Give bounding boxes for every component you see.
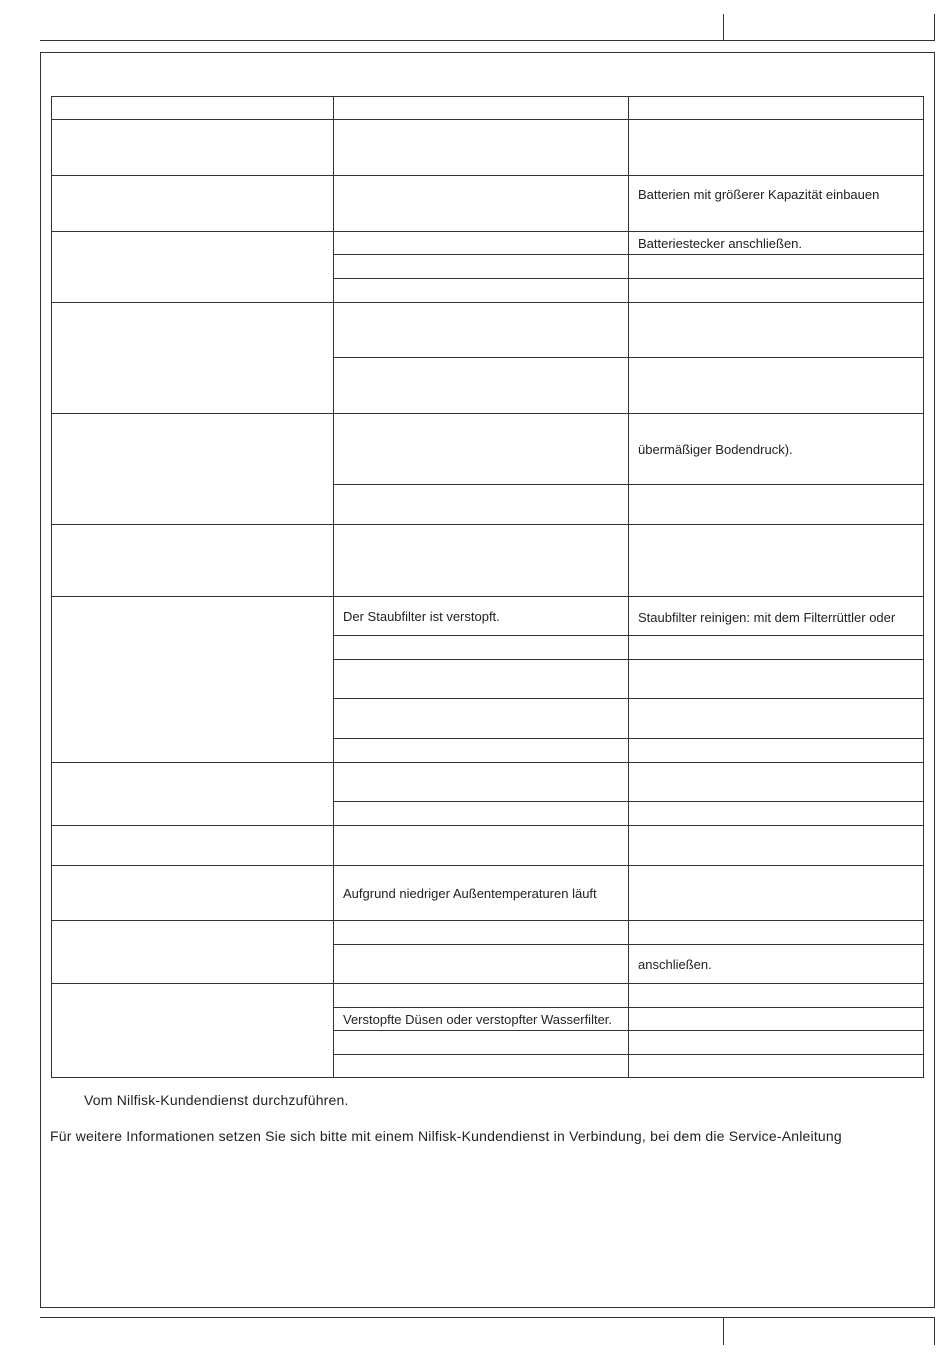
table-row <box>52 414 924 485</box>
cause-cell <box>334 120 629 176</box>
solution-cell: übermäßiger Bodendruck). <box>629 414 924 485</box>
cause-cell <box>334 826 629 866</box>
problem-cell <box>52 303 334 414</box>
solution-cell <box>629 358 924 414</box>
table-row <box>52 597 924 636</box>
problem-cell <box>52 984 334 1078</box>
service-note: Vom Nilfisk-Kundendienst durchzuführen. <box>84 1092 349 1108</box>
cause-cell <box>334 1031 629 1055</box>
table-row <box>52 921 924 945</box>
cause-cell <box>334 232 629 255</box>
problem-cell <box>52 597 334 763</box>
problem-cell <box>52 921 334 984</box>
solution-cell <box>629 866 924 921</box>
cause-cell <box>334 485 629 525</box>
header-cell-cause <box>334 97 629 120</box>
problem-cell <box>52 176 334 232</box>
solution-cell <box>629 485 924 525</box>
cause-cell <box>334 945 629 984</box>
solution-cell <box>629 739 924 763</box>
solution-cell: anschließen. <box>629 945 924 984</box>
problem-cell <box>52 826 334 866</box>
cause-cell <box>334 802 629 826</box>
solution-cell <box>629 660 924 699</box>
cause-cell <box>334 1055 629 1078</box>
cause-cell <box>334 984 629 1008</box>
solution-cell: Batterien mit größerer Kapazität einbauen <box>629 176 924 232</box>
cause-cell <box>334 739 629 763</box>
cause-cell: Aufgrund niedriger Außentemperaturen läuft <box>334 866 629 921</box>
cause-cell: Verstopfte Düsen oder verstopfter Wasserfilter. <box>334 1008 629 1031</box>
info-note: Für weitere Informationen setzen Sie sich bitte mit einem Nilfisk-Kundendienst in Verbindung, bei dem die Service-Anleitung <box>50 1128 842 1144</box>
cause-cell <box>334 763 629 802</box>
cause-cell <box>334 699 629 739</box>
header-rule <box>40 40 935 41</box>
cause-cell <box>334 279 629 303</box>
table-row <box>52 763 924 802</box>
problem-cell <box>52 866 334 921</box>
header-divider <box>723 14 724 41</box>
table-row <box>52 232 924 255</box>
cause-cell <box>334 636 629 660</box>
cause-cell <box>334 660 629 699</box>
header-cell-solution <box>629 97 924 120</box>
solution-cell <box>629 1008 924 1031</box>
cause-cell <box>334 525 629 597</box>
cause-cell <box>334 358 629 414</box>
table-row <box>52 303 924 358</box>
cause-cell <box>334 414 629 485</box>
troubleshooting-table <box>51 96 924 1078</box>
solution-cell: Batteriestecker anschließen. <box>629 232 924 255</box>
solution-cell <box>629 525 924 597</box>
solution-cell <box>629 303 924 358</box>
solution-cell: Staubfilter reinigen: mit dem Filterrüttler oder <box>629 597 924 636</box>
cause-cell <box>334 921 629 945</box>
solution-cell <box>629 636 924 660</box>
header-right-edge <box>934 14 935 41</box>
solution-cell <box>629 984 924 1008</box>
table-row <box>52 866 924 921</box>
table-row <box>52 176 924 232</box>
table-row <box>52 120 924 176</box>
table-row <box>52 826 924 866</box>
solution-cell <box>629 699 924 739</box>
table-header-row <box>52 97 924 120</box>
footer-rule <box>40 1317 935 1318</box>
table-row <box>52 984 924 1008</box>
cause-cell <box>334 255 629 279</box>
cause-cell <box>334 176 629 232</box>
solution-cell <box>629 921 924 945</box>
problem-cell <box>52 763 334 826</box>
solution-cell <box>629 1055 924 1078</box>
problem-cell <box>52 525 334 597</box>
problem-cell <box>52 232 334 303</box>
header-cell-problem <box>52 97 334 120</box>
solution-cell <box>629 826 924 866</box>
solution-cell <box>629 802 924 826</box>
solution-cell <box>629 120 924 176</box>
cause-cell: Der Staubfilter ist verstopft. <box>334 597 629 636</box>
problem-cell <box>52 120 334 176</box>
solution-cell <box>629 279 924 303</box>
solution-cell <box>629 763 924 802</box>
problem-cell <box>52 414 334 525</box>
footer-divider <box>723 1317 724 1345</box>
solution-cell <box>629 1031 924 1055</box>
solution-cell <box>629 255 924 279</box>
table-row <box>52 525 924 597</box>
cause-cell <box>334 303 629 358</box>
footer-right-edge <box>934 1317 935 1345</box>
